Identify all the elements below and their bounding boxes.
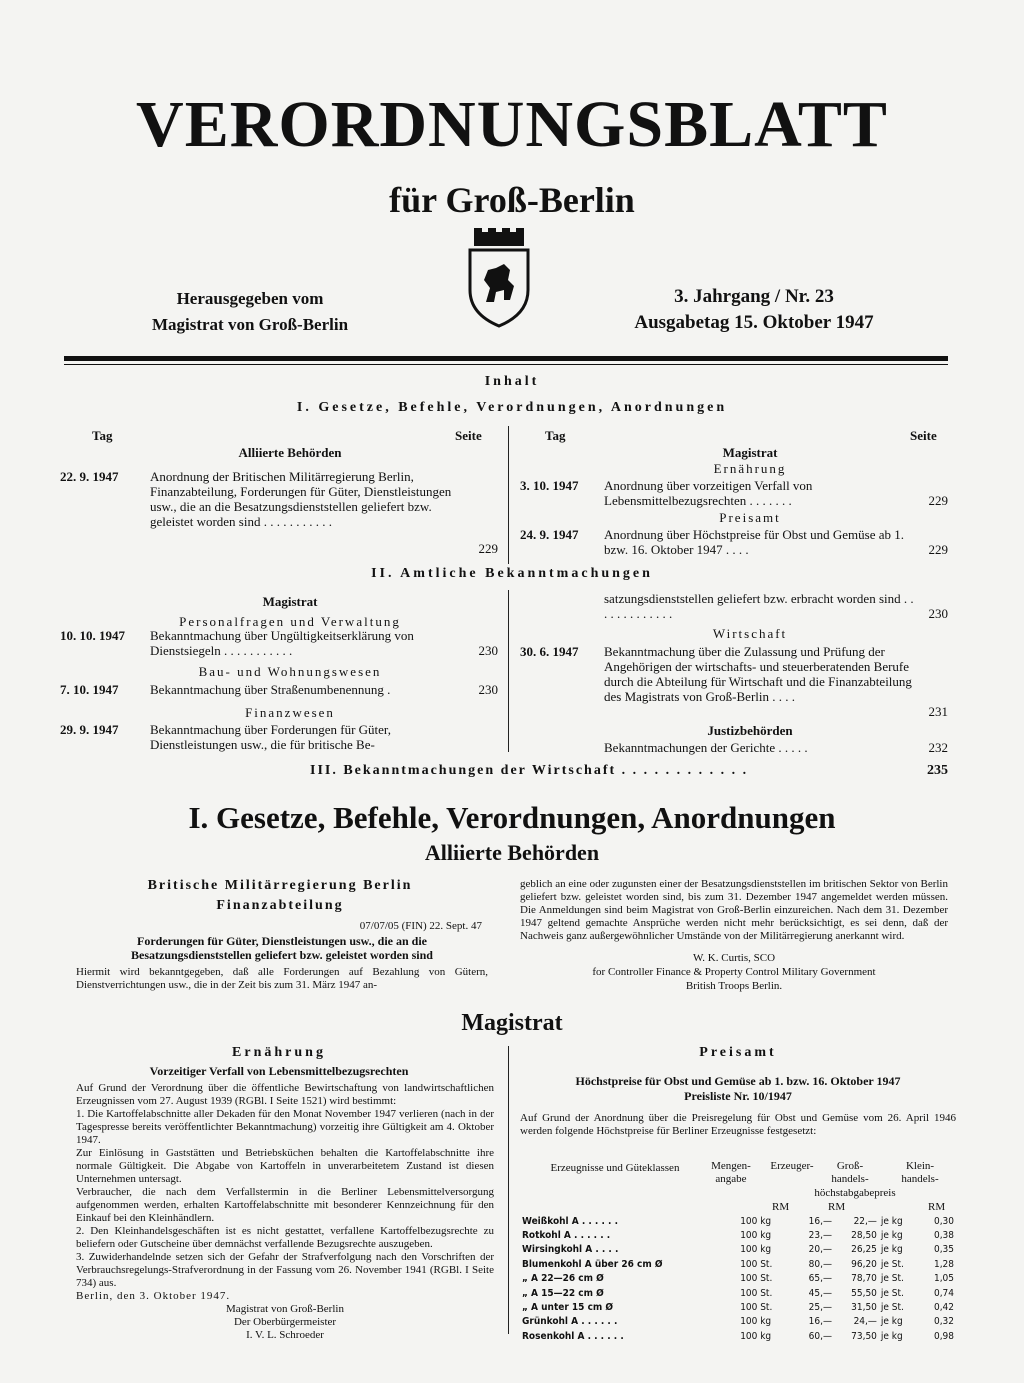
toc-entry-text: Bekanntmachungen der Gerichte . . . . . — [604, 740, 808, 755]
issue-date: Ausgabetag 15. Oktober 1947 — [634, 312, 874, 333]
price-cell-qty: 100 kg — [740, 1316, 772, 1328]
price-cell-per: je St. — [880, 1273, 904, 1285]
price-row — [520, 1286, 956, 1300]
toc-section-2: II. Amtliche Bekanntmachungen — [371, 566, 653, 581]
toc-section-3: III. Bekanntmachungen der Wirtschaft . . . . . . . . . . . . — [310, 763, 749, 778]
toc-group-alliierte: Alliierte Behörden — [238, 445, 342, 460]
price-cell-erz: 23,— — [808, 1230, 832, 1242]
price-cell-item: „ A 15—22 cm Ø — [522, 1287, 604, 1299]
toc-col-seite: Seite — [910, 428, 937, 443]
price-cell-erz: 20,— — [808, 1244, 832, 1256]
toc-entry-page: 230 — [478, 643, 498, 658]
price-cell-klein: 0,74 — [933, 1287, 954, 1299]
preisliste-number: Preisliste Nr. 10/1947 — [684, 1089, 792, 1103]
toc-entry-date: 3. 10. 1947 — [520, 478, 579, 493]
toc-subgroup: Bau- und Wohnungswesen — [198, 664, 382, 679]
paragraph: 2. Den Kleinhandelsgeschäften ist es nicht gestattet, verfallene Kartoffelbezugsrechte zu beliefern oder Gutscheine über demnächst verfallende Bezugsrechte auszugeben. — [76, 1225, 494, 1250]
notice-department: Finanzabteilung — [216, 898, 344, 913]
toc-subgroup: Justizbehörden — [707, 723, 793, 738]
notice-reference: 07/07/05 (FIN) 22. Sept. 47 — [359, 920, 482, 932]
price-cell-per: je kg — [880, 1244, 903, 1256]
masthead-rule-thin — [64, 364, 948, 365]
publisher-line: Magistrat von Groß-Berlin — [151, 315, 349, 334]
price-cell-qty: 100 kg — [740, 1230, 772, 1242]
publisher-block — [120, 286, 380, 338]
price-cell-erz: 65,— — [808, 1273, 832, 1285]
price-col-header: Mengen-angabe — [711, 1160, 751, 1185]
toc-entry — [520, 591, 948, 623]
price-cell-item: Wirsingkohl A . . . . — [522, 1244, 619, 1256]
preisamt-heading: Preisamt — [699, 1045, 777, 1060]
toc-group-magistrat: Magistrat — [722, 445, 778, 460]
toc-entry — [520, 478, 948, 510]
toc-title: Inhalt — [484, 374, 540, 389]
toc-divider — [508, 426, 509, 564]
price-col-header: Erzeuger- — [770, 1160, 814, 1172]
issue-block — [594, 284, 914, 336]
price-cell-per: je St. — [880, 1258, 904, 1270]
ernaehrung-text — [76, 1082, 494, 1342]
price-cell-erz: 60,— — [808, 1330, 832, 1342]
price-table — [520, 1214, 956, 1344]
price-cell-klein: 0,38 — [933, 1230, 954, 1242]
price-cell-qty: 100 kg — [740, 1244, 772, 1256]
price-cell-erz: 16,— — [808, 1215, 832, 1227]
toc-divider — [508, 590, 509, 752]
toc-entry-date: 29. 9. 1947 — [60, 722, 119, 737]
toc-entry-page: 232 — [928, 740, 948, 755]
price-cell-gross: 55,50 — [851, 1287, 877, 1299]
toc-entry — [520, 527, 948, 559]
price-cell-erz: 80,— — [808, 1258, 832, 1270]
issue-number: 3. Jahrgang / Nr. 23 — [674, 286, 834, 307]
section-heading: I. Gesetze, Befehle, Verordnungen, Anordnungen — [188, 800, 836, 835]
toc-entry — [60, 722, 498, 754]
price-cell-qty: 100 St. — [740, 1258, 773, 1270]
price-cell-gross: 26,25 — [851, 1244, 877, 1256]
toc-entry-text: Bekanntmachung über die Zulassung und Prüfung der Angehörigen der wirtschafts- und steuerberatenden Berufe durch die Abteilung für Wirtschaft und die Finanzabteilung des Magistrats von Groß-Berlin . . . . — [604, 644, 912, 704]
price-row — [520, 1300, 956, 1314]
toc-entry-page: 229 — [928, 542, 948, 557]
signature: Magistrat von Groß-Berlin — [226, 1303, 344, 1315]
price-col-group: höchstabgabepreis — [814, 1187, 896, 1199]
toc-entry-date: 7. 10. 1947 — [60, 682, 119, 697]
price-cell-item: Grünkohl A . . . . . . — [522, 1316, 618, 1328]
unit-label: RM — [772, 1201, 790, 1213]
toc-entry-text: satzungsdienststellen geliefert bzw. erbracht worden sind . . . . . . . . . . . . . — [604, 591, 914, 621]
toc-section-1: I. Gesetze, Befehle, Verordnungen, Anordnungen — [296, 400, 728, 415]
toc-entry-date: 10. 10. 1947 — [60, 628, 125, 643]
price-cell-gross: 28,50 — [851, 1230, 877, 1242]
notice-issuer: Britische Militärregierung Berlin — [147, 878, 413, 893]
price-cell-erz: 45,— — [808, 1287, 832, 1299]
toc-col-tag: Tag — [92, 428, 113, 443]
toc-entry-page: 229 — [478, 541, 498, 556]
ernaehrung-heading: Ernährung — [232, 1045, 326, 1060]
toc-group-magistrat: Magistrat — [262, 594, 318, 609]
paragraph: 1. Die Kartoffelabschnitte aller Dekaden für den Monat November 1947 verlieren (nach in der Tagespresse bereits veröffentlichter Bekanntmachung) vorzeitig ihre Gültigkeit am 4. Oktober 1947. — [76, 1108, 494, 1146]
notice-text-continued: geblich an eine oder zugunsten einer der Besatzungsdienststellen im britischen Sektor von Berlin geliefert bzw. geleistet worden sind, bis zum 31. Dezember 1947 angemeldet werden müssen. Die Anmeldungen sind beim Magistrat von Groß-Berlin einzureichen. Nach dem 31. Dezember 1947 geltend gemachte Ansprüche werden nicht mehr berücksichtigt, es sei denn, daß der Nachweis ganz außergewöhnlicher Umstände von der Militärregierung anerkannt wird. — [520, 878, 948, 942]
toc-entry — [60, 628, 498, 660]
notice-signature: W. K. Curtis, SCO — [692, 952, 776, 964]
masthead-title: VERORDNUNGSBLATT — [136, 88, 888, 161]
toc-subgroup: Ernährung — [713, 461, 787, 476]
price-cell-per: je kg — [880, 1316, 903, 1328]
toc-entry-page: 230 — [478, 682, 498, 697]
preisamt-text: Auf Grund der Anordnung über die Preisregelung für Obst und Gemüse vom 26. April 1946 werden folgende Höchstpreise für Berliner Erzeugnisse festgesetzt: — [520, 1112, 956, 1137]
price-cell-per: je St. — [880, 1287, 904, 1299]
magistrat-heading: Magistrat — [461, 1010, 563, 1036]
price-row — [520, 1214, 956, 1228]
price-row — [520, 1243, 956, 1257]
price-cell-per: je kg — [880, 1215, 903, 1227]
toc-entry-text: Bekanntmachung über Ungültigkeitserklärung von Dienstsiegeln . . . . . . . . . . . — [150, 628, 414, 658]
section-subheading: Alliierte Behörden — [424, 840, 600, 865]
toc-entry-date: 30. 6. 1947 — [520, 644, 579, 659]
price-cell-per: je kg — [880, 1330, 903, 1342]
toc-entry-page: 230 — [928, 606, 948, 621]
price-cell-klein: 0,98 — [933, 1330, 954, 1342]
ernaehrung-subheading: Vorzeitiger Verfall von Lebensmittelbezugsrechten — [149, 1064, 409, 1078]
price-col-header: Erzeugnisse und Güteklassen — [550, 1162, 680, 1174]
toc-entry-text: Anordnung über vorzeitigen Verfall von Lebensmittelbezugsrechten . . . . . . . — [604, 478, 813, 508]
toc-entry-text: Bekanntmachung über Straßenumbenennung . — [150, 682, 391, 697]
price-cell-klein: 1,05 — [933, 1273, 954, 1285]
paragraph: 3. Zuwiderhandelnde setzen sich der Gefahr der Strafverfolgung nach den Vorschriften der Verbrauchsregelungs-Strafverordnung in der Fassung vom 26. November 1941 (RGBl. I Seite 734) aus. — [76, 1251, 494, 1289]
price-cell-gross: 24,— — [853, 1316, 877, 1328]
toc-entry-page: 231 — [928, 704, 948, 719]
price-row — [520, 1228, 956, 1242]
price-cell-qty: 100 kg — [740, 1330, 772, 1342]
paragraph: Auf Grund der Verordnung über die öffentliche Bewirtschaftung von landwirtschaftlichen Erzeugnissen vom 27. August 1939 (RGBl. I Seite 1521) wird bestimmt: — [76, 1082, 494, 1107]
signature: Der Oberbürgermeister — [233, 1316, 337, 1328]
price-cell-per: je kg — [880, 1230, 903, 1242]
price-row — [520, 1257, 956, 1271]
price-cell-item: Rotkohl A . . . . . . — [522, 1230, 611, 1242]
notice-signature: British Troops Berlin. — [685, 980, 783, 992]
date-line: Berlin, den 3. Oktober 1947. — [76, 1290, 231, 1302]
toc-entry — [520, 740, 948, 756]
price-col-header: Groß-handels- — [831, 1160, 869, 1185]
toc-entry-page: 229 — [928, 493, 948, 508]
preisamt-subheading: Höchstpreise für Obst und Gemüse ab 1. bzw. 16. Oktober 1947 — [575, 1074, 901, 1088]
toc-entry — [520, 644, 948, 722]
toc-entry-text: Bekanntmachung über Forderungen für Güter, Dienstleistungen usw., die für britische Be- — [150, 722, 391, 752]
price-row — [520, 1315, 956, 1329]
notice-text: Hiermit wird bekanntgegeben, daß alle Forderungen auf Bezahlung von Gütern, Dienstverrichtungen usw., die in der Zeit bis zum 31. März 1947 an- — [76, 966, 488, 991]
price-cell-klein: 0,42 — [933, 1302, 954, 1314]
toc-entry — [60, 682, 498, 698]
notice-heading: Forderungen für Güter, Dienstleistungen usw., die an die Besatzungsdienststellen geliefert bzw. geleistet worden sind — [131, 934, 433, 962]
signature: I. V. L. Schroeder — [246, 1329, 324, 1341]
price-cell-item: „ A 22—26 cm Ø — [522, 1273, 604, 1285]
masthead-subtitle: für Groß-Berlin — [389, 180, 635, 220]
price-cell-klein: 0,32 — [933, 1316, 954, 1328]
paragraph: Verbraucher, die nach dem Verfallstermin in die Berliner Lebensmittelversorgung aufgenommen werden, erhalten Kartoffelabschnitte mit besonderer Kennzeichnung für den Einkauf bei den Kleinhändlern. — [76, 1186, 494, 1224]
price-cell-klein: 0,35 — [933, 1244, 954, 1256]
toc-entry-text: Anordnung der Britischen Militärregierung Berlin, Finanzabteilung, Forderungen für Güter, Dienstleistungen usw., die an die Besatzungsdienststellen geliefert bzw. geleistet worden sind . . . . . . . . . . . — [150, 469, 452, 529]
price-cell-klein: 1,28 — [933, 1258, 954, 1270]
toc-section-3-page: 235 — [927, 763, 948, 778]
toc-col-seite: Seite — [455, 428, 482, 443]
price-cell-qty: 100 St. — [740, 1273, 773, 1285]
price-cell-item: Rosenkohl A . . . . . . — [522, 1330, 624, 1342]
toc-subgroup: Finanzwesen — [245, 705, 335, 720]
price-cell-erz: 16,— — [808, 1316, 832, 1328]
notice-signature: for Controller Finance & Property Control Military Government — [592, 966, 876, 978]
toc-subgroup: Personalfragen und Verwaltung — [179, 614, 401, 629]
price-cell-gross: 31,50 — [851, 1302, 877, 1314]
price-cell-erz: 25,— — [808, 1302, 832, 1314]
price-cell-qty: 100 St. — [740, 1287, 773, 1299]
toc-subgroup: Wirtschaft — [712, 626, 788, 641]
paragraph: Zur Einlösung in Gaststätten und Betriebsküchen behalten die Kartoffelabschnitte ihre normale Gültigkeit. Die Abgabe von Kartoffeln in unverarbeitetem Zustand ist diesen Unternehmen untersagt. — [76, 1147, 494, 1185]
price-cell-qty: 100 St. — [740, 1302, 773, 1314]
toc-entry-text: Anordnung über Höchstpreise für Obst und Gemüse ab 1. bzw. 16. Oktober 1947 . . . . — [604, 527, 905, 557]
toc-col-tag: Tag — [545, 428, 566, 443]
price-col-header: Klein-handels- — [901, 1160, 939, 1185]
price-row — [520, 1272, 956, 1286]
masthead-rule — [64, 356, 948, 361]
price-cell-per: je St. — [880, 1302, 904, 1314]
toc-entry — [60, 469, 498, 559]
price-cell-item: „ A unter 15 cm Ø — [522, 1302, 614, 1314]
price-cell-qty: 100 kg — [740, 1215, 772, 1227]
price-cell-item: Weißkohl A . . . . . . — [522, 1215, 618, 1227]
unit-label: RM — [928, 1201, 946, 1213]
unit-label: RM — [828, 1201, 846, 1213]
toc-subgroup: Preisamt — [719, 510, 781, 525]
price-cell-gross: 73,50 — [851, 1330, 877, 1342]
price-cell-item: Blumenkohl A über 26 cm Ø — [522, 1258, 663, 1270]
price-cell-gross: 96,20 — [851, 1258, 877, 1270]
berlin-bear-crest-icon — [464, 228, 534, 328]
price-cell-klein: 0,30 — [933, 1215, 954, 1227]
publisher-line: Herausgegeben vom — [176, 289, 324, 308]
price-row — [520, 1329, 956, 1343]
toc-entry-date: 22. 9. 1947 — [60, 469, 119, 484]
column-divider — [508, 1046, 509, 1334]
price-cell-gross: 22,— — [853, 1215, 877, 1227]
price-cell-gross: 78,70 — [851, 1273, 877, 1285]
toc-entry-date: 24. 9. 1947 — [520, 527, 579, 542]
